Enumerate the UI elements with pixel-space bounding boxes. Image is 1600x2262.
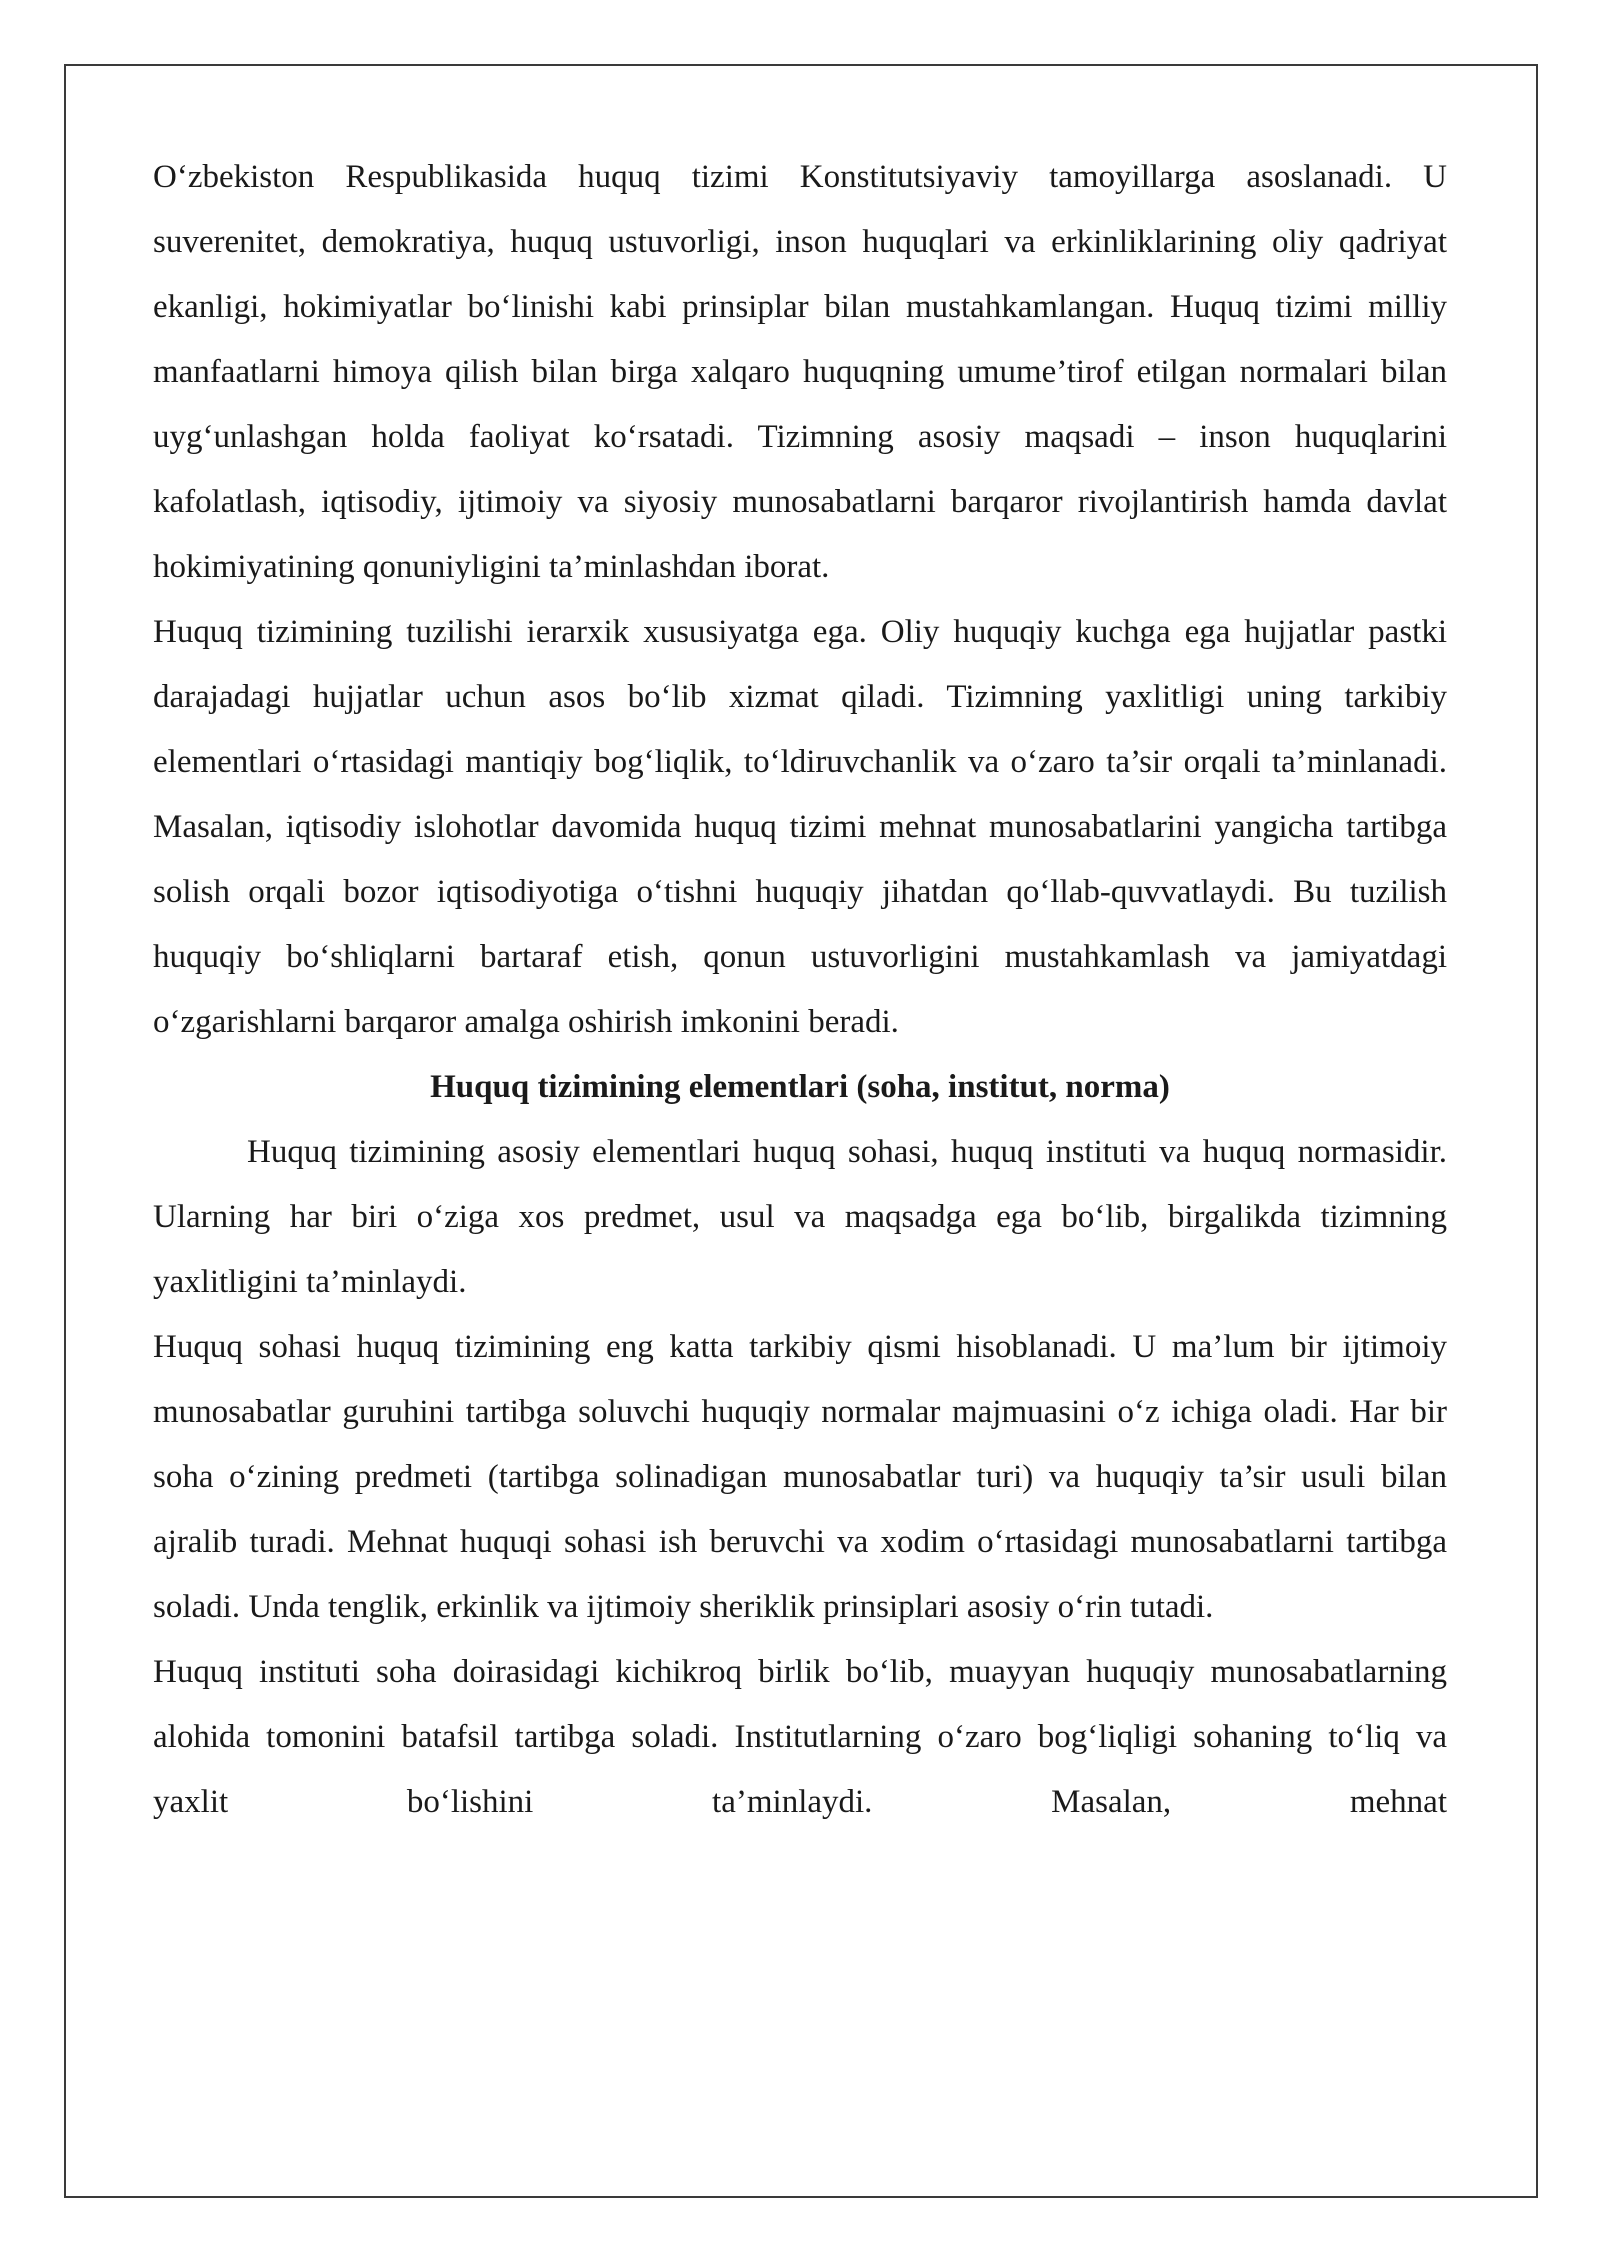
paragraph-legal-institution: Huquq instituti soha doirasidagi kichikroq birlik bo‘lib, muayyan huquqiy munosabatlarning alohida tomonini batafsil tartibga soladi. Institutlarning o‘zaro bog‘liqligi sohaning to‘liq va yaxlit bo‘lishini ta’minlaydi. Masalan, mehnat — [153, 1654, 1447, 1820]
section-heading: Huquq tizimining elementlari (soha, institut, norma) — [430, 1069, 1170, 1105]
paragraph-constitutional-principles: O‘zbekiston Respublikasida huquq tizimi Konstitutsiyaviy tamoyillarga asoslanadi. U suverenitet, demokratiya, huquq ustuvorligi, inson huquqlari va erkinliklarining oliy qadriyat ekanligi, hokimiyatlar bo‘linishi kabi prinsiplar bilan mustahkamlangan. Huquq tizimi milliy manfaatlarni himoya qilish bilan birga xalqaro huquqning umume’tirof etilgan normalari bilan uyg‘unlashgan holda faoliyat ko‘rsatadi. Tizimning asosiy maqsadi – inson huquqlarini kafolatlash, iqtisodiy, ijtimoiy va siyosiy munosabatlarni barqaror rivojlantirish hamda davlat hokimiyatining qonuniyligini ta’minlashdan iborat. — [153, 159, 1447, 585]
paragraph-main-elements: Huquq tizimining asosiy elementlari huquq sohasi, huquq instituti va huquq normasidir. Ularning har biri o‘ziga xos predmet, usul va maqsadga ega bo‘lib, birgalikda tizimning yaxlitligini ta’minlaydi. — [153, 1134, 1447, 1300]
document-body — [153, 145, 1447, 1835]
paragraph-branch-of-law: Huquq sohasi huquq tizimining eng katta tarkibiy qismi hisoblanadi. U ma’lum bir ijtimoiy munosabatlar guruhini tartibga soluvchi huquqiy normalar majmuasini o‘z ichiga oladi. Har bir soha o‘zining predmeti (tartibga solinadigan munosabatlar turi) va huquqiy ta’sir usuli bilan ajralib turadi. Mehnat huquqi sohasi ish beruvchi va xodim o‘rtasidagi munosabatlarni tartibga soladi. Unda tenglik, erkinlik va ijtimoiy sheriklik prinsiplari asosiy o‘rin tutadi. — [153, 1329, 1447, 1625]
paragraph-hierarchical-structure: Huquq tizimining tuzilishi ierarxik xususiyatga ega. Oliy huquqiy kuchga ega hujjatlar pastki darajadagi hujjatlar uchun asos bo‘lib xizmat qiladi. Tizimning yaxlitligi uning tarkibiy elementlari o‘rtasidagi mantiqiy bog‘liqlik, to‘ldiruvchanlik va o‘zaro ta’sir orqali ta’minlanadi. Masalan, iqtisodiy islohotlar davomida huquq tizimi mehnat munosabatlarini yangicha tartibga solish orqali bozor iqtisodiyotiga o‘tishni huquqiy jihatdan qo‘llab-quvvatlaydi. Bu tuzilish huquqiy bo‘shliqlarni bartaraf etish, qonun ustuvorligini mustahkamlash va jamiyatdagi o‘zgarishlarni barqaror amalga oshirish imkonini beradi. — [153, 614, 1447, 1040]
